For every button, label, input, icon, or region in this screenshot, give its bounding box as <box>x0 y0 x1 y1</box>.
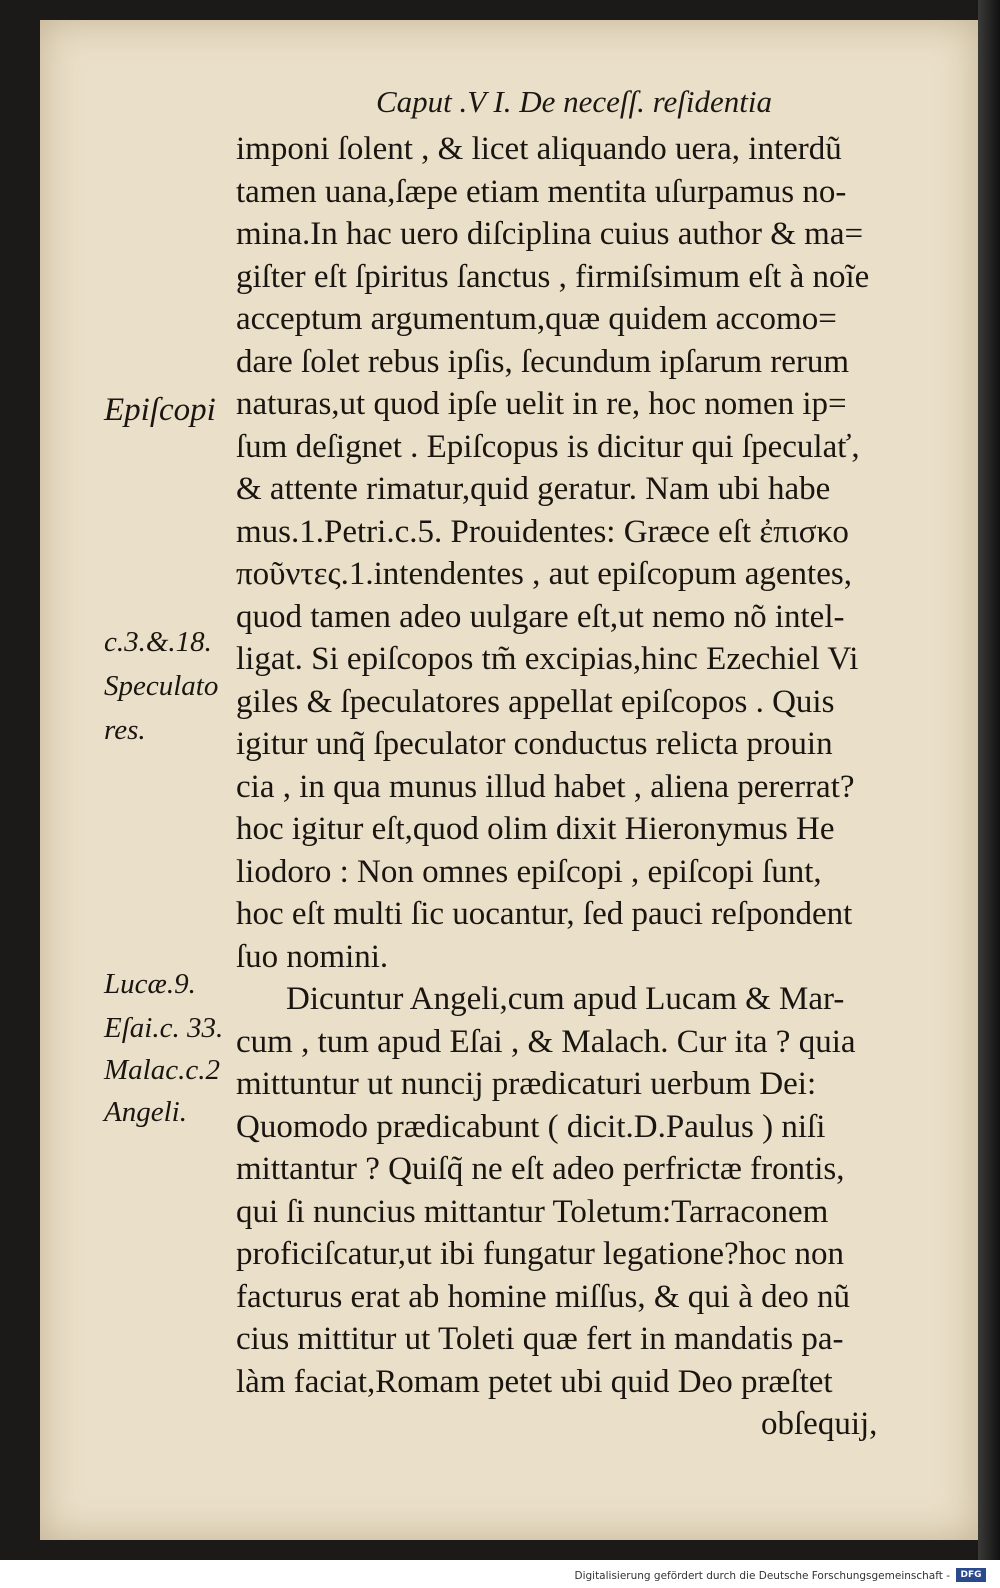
marginal-note-reference: c.3.&.18. <box>104 626 212 658</box>
text-line: facturus erat ab homine miſſus, & qui à deo nũ <box>236 1278 851 1315</box>
text-line: hoc igitur eſt,quod olim dixit Hieronymus He <box>236 811 835 847</box>
text-line: ſum deſignet . Epiſcopus is dicitur qui ſpeculať, <box>236 428 860 465</box>
text-line: cius mittitur ut Toleti quæ fert in mandatis pa- <box>236 1321 844 1357</box>
text-line: naturas,ut quod ipſe uelit in re, hoc nomen ip= <box>236 386 847 422</box>
text-line: igitur unq̃ ſpeculator conductus relicta prouin <box>236 726 833 762</box>
marginal-note-isaiah: Eſai.c. 33. <box>104 1012 224 1044</box>
text-line: mittuntur ut nuncij prædicaturi uerbum Dei: <box>236 1066 817 1102</box>
text-line: giles & ſpeculatores appellat epiſcopos . Quis <box>236 683 835 720</box>
text-line-paragraph-start: Dicuntur Angeli,cum apud Lucam & Mar- <box>286 981 845 1017</box>
text-line: ποῦντες.1.intendentes , aut epiſcopum agentes, <box>236 556 852 592</box>
text-line: giſter eſt ſpiritus ſanctus , firmiſsimum eſt à noĩe <box>236 258 870 295</box>
text-line: ligat. Si epiſcopos tm̃ excipias,hinc Ezechiel Vi <box>236 641 859 677</box>
text-line: ſuo nomini. <box>236 938 389 975</box>
marginal-note-speculatores: Speculato <box>104 670 219 702</box>
catchword: obſequij, <box>761 1406 878 1442</box>
text-line: cia , in qua munus illud habet , aliena pererrat? <box>236 768 855 805</box>
text-line: mina.In hac uero diſciplina cuius author & ma= <box>236 216 864 252</box>
marginal-note-malachi: Malac.c.2 <box>104 1054 220 1086</box>
text-line: cum , tum apud Eſai , & Malach. Cur ita ? quia <box>236 1023 856 1060</box>
dfg-logo: DFG <box>956 1568 986 1582</box>
text-line: tamen uana,ſæpe etiam mentita uſurpamus no- <box>236 173 847 210</box>
text-line: acceptum argumentum,quæ quidem accomo= <box>236 301 837 337</box>
book-spine-edge <box>978 0 1000 1560</box>
marginal-note-speculatores-cont: res. <box>104 714 146 746</box>
funding-credit: Digitalisierung gefördert durch die Deutsche Forschungsgemeinschaft - <box>574 1570 950 1582</box>
marginal-note-luke: Lucæ.9. <box>104 968 196 1000</box>
text-line: mus.1.Petri.c.5. Prouidentes: Græce eſt ἐπισκο <box>236 513 849 550</box>
text-line: Quomodo prædicabunt ( dicit.D.Paulus ) niſi <box>236 1108 826 1145</box>
text-line: làm faciat,Romam petet ubi quid Deo præſtet <box>236 1363 833 1400</box>
text-line: mittantur ? Quiſq̃ ne eſt adeo perfrictæ frontis, <box>236 1151 845 1187</box>
marginal-note-angeli: Angeli. <box>104 1096 187 1128</box>
text-line: proficiſcatur,ut ibi fungatur legatione?hoc non <box>236 1236 845 1272</box>
text-line: & attente rimatur,quid geratur. Nam ubi habe <box>236 471 831 507</box>
text-line: hoc eſt multi ſic uocantur, ſed pauci reſpondent <box>236 896 853 932</box>
text-line: quod tamen adeo uulgare eſt,ut nemo nõ intel- <box>236 598 845 635</box>
text-line: dare ſolet rebus ipſis, ſecundum ipſarum rerum <box>236 343 850 380</box>
body-text <box>236 128 941 1446</box>
text-line: qui ſi nuncius mittantur Toletum:Tarraconem <box>236 1193 829 1230</box>
marginal-note-episcopi: Epiſcopi <box>104 392 216 428</box>
running-head: Caput .V I. De neceſſ. reſidentia <box>376 84 773 119</box>
text-line: liodoro : Non omnes epiſcopi , epiſcopi ſunt, <box>236 853 822 890</box>
text-line: imponi ſolent , & licet aliquando uera, interdũ <box>236 131 842 167</box>
